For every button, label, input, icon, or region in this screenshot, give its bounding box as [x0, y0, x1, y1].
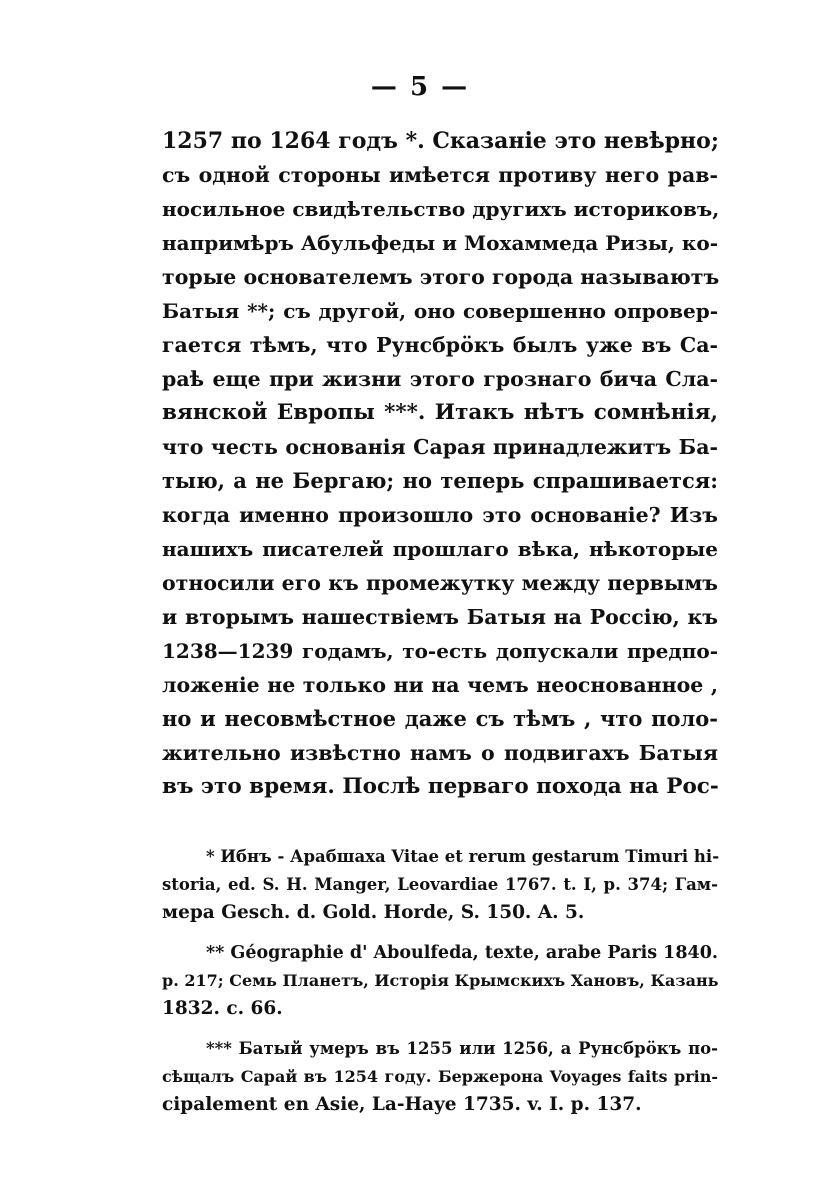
main-text — [162, 124, 718, 804]
text-line: носильное свидѣтельство другихъ историковъ, — [162, 197, 720, 221]
footnote-line: сѣщалъ Сарай въ 1254 году. Бержерона Voyages faits prin- — [162, 1067, 718, 1086]
text-line: въ это время. Послѣ перваго похода на Рос- — [162, 774, 719, 799]
text-line: ложеніе не только ни на чемъ неоснованное , — [162, 673, 718, 697]
text-line: раѣ еще при жизни этого грознаго бича Сла- — [162, 367, 718, 391]
text-line: относили его къ промежутку между первымъ — [162, 571, 718, 595]
footnote-line: мера Gesch. d. Gold. Horde, S. 150. A. 5. — [162, 902, 585, 923]
text-line: что честь основанія Сарая принадлежитъ Ба- — [162, 435, 718, 459]
text-line: торые основателемъ этого города называютъ — [162, 265, 720, 289]
footnote-2 — [162, 939, 718, 1023]
text-line: напримѣръ Абульфеды и Мохаммеда Ризы, ко- — [162, 231, 718, 255]
footnote-line: ** Géographie d' Aboulfeda, texte, arabe Paris 1840. — [206, 943, 718, 963]
text-line: когда именно произошло это основаніе? Изъ — [162, 503, 718, 527]
footnote-1 — [162, 843, 718, 927]
text-line: гается тѣмъ, что Рунсбрӧкъ былъ уже въ Са- — [162, 333, 718, 357]
text-line: 1257 по 1264 годъ *. Сказаніе это невѣрно; — [162, 128, 719, 154]
footnote-line: cipalement en Asie, La-Haye 1735. v. I. p. 137. — [162, 1094, 642, 1115]
footnote-line: * Ибнъ - Арабшаха Vitae et rerum gestarum Timuri hi- — [206, 847, 720, 866]
footnote-line: storia, ed. S. H. Manger, Leovardiae 1767. t. I, p. 374; Гам- — [162, 875, 718, 894]
text-line: Батыя **; съ другой, оно совершенно опровер- — [162, 299, 718, 323]
footnote-3 — [162, 1035, 718, 1119]
footnote-line: 1832. с. 66. — [162, 998, 283, 1019]
text-line: 1238—1239 годамъ, то-есть допускали предпо- — [162, 639, 718, 663]
text-line: тыю, а не Бергаю; но теперь спрашивается: — [162, 468, 718, 493]
page-number: — 5 — — [370, 72, 470, 102]
text-line: вянской Европы ***. Итакъ нѣтъ сомнѣнія, — [162, 400, 718, 425]
footnote-line: *** Батый умеръ въ 1255 или 1256, а Рунсбрӧкъ по- — [206, 1039, 718, 1058]
text-line: съ одной стороны имѣется противу него рав- — [162, 163, 718, 187]
text-line: жительно извѣстно намъ о подвигахъ Батыя — [162, 741, 718, 765]
footnote-line: p. 217; Семь Планетъ, Исторія Крымскихъ Хановъ, Казань — [162, 971, 719, 990]
text-line: нашихъ писателей прошлаго вѣка, нѣкоторые — [162, 537, 718, 561]
text-line: но и несовмѣстное даже съ тѣмъ , что поло- — [162, 706, 718, 731]
text-line: и вторымъ нашествіемъ Батыя на Россію, къ — [162, 605, 718, 629]
footnotes — [162, 843, 718, 1131]
